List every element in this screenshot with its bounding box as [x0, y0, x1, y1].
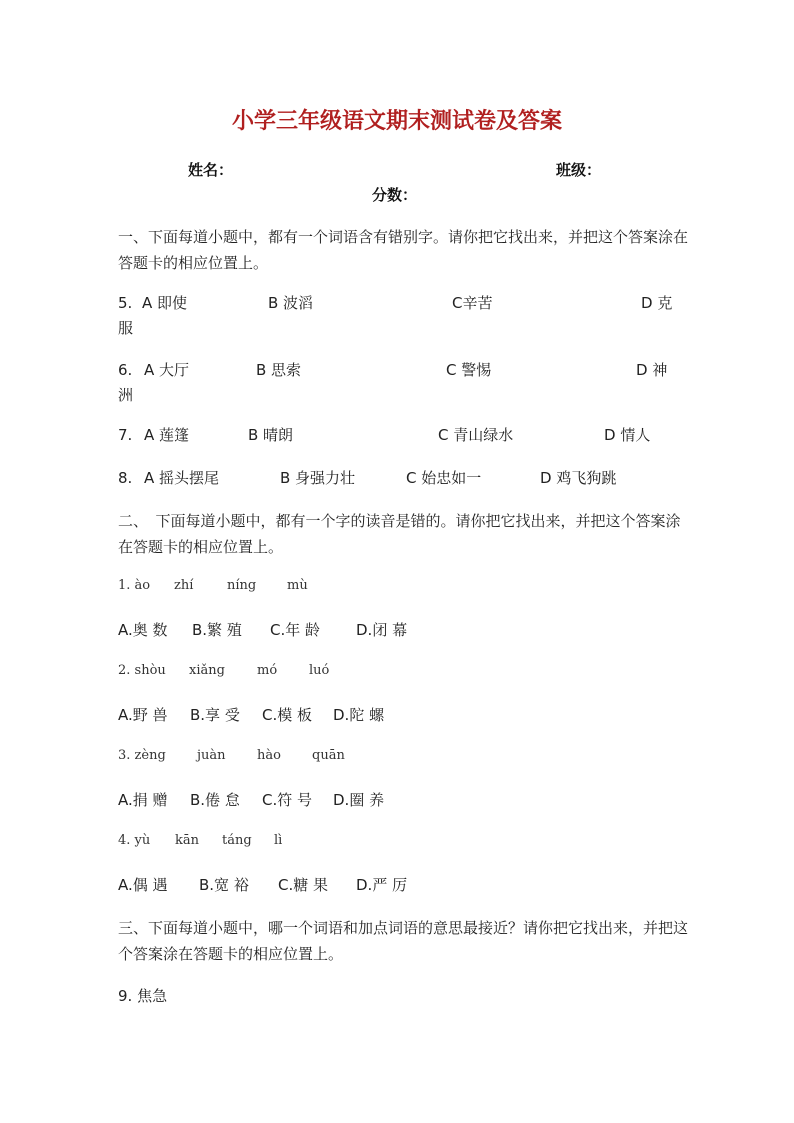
- question-number: 8.: [118, 469, 133, 487]
- choice-b: B.倦 怠: [190, 791, 240, 809]
- option-d: D 情人: [604, 426, 651, 444]
- option-a: A 即使: [142, 294, 188, 312]
- option-c: C 警惕: [446, 361, 492, 379]
- choice-c: C.模 板: [262, 706, 313, 724]
- pinyin-4: quān: [312, 748, 345, 763]
- option-a: A 大厅: [144, 361, 190, 379]
- choice-c: C.符 号: [262, 791, 313, 809]
- pinyin-2: zhí: [174, 578, 194, 593]
- option-b: B 思索: [256, 361, 302, 379]
- section1-instruction: 一、下面每道小题中，都有一个词语含有错别字。请你把它找出来，并把这个答案涂在答题卡的相应位置上。: [118, 228, 689, 272]
- question-number: 5.: [118, 294, 133, 312]
- option-c: C 始忠如一: [406, 469, 482, 487]
- option-d-wrap: 洲: [118, 386, 134, 404]
- score-label: 分数：: [372, 186, 418, 204]
- choice-a: A.野 兽: [118, 706, 168, 724]
- choice-d: D.闭 幕: [356, 621, 408, 639]
- pinyin-2: xiǎng: [189, 663, 225, 678]
- pinyin-3: táng: [222, 833, 252, 848]
- option-c: C辛苦: [452, 294, 493, 312]
- pinyin-4: lì: [274, 833, 283, 848]
- option-b: B 身强力壮: [280, 469, 356, 487]
- pinyin-1: 2. shòu: [118, 663, 166, 678]
- pinyin-1: 1. ào: [118, 578, 151, 593]
- pinyin-3: hào: [257, 748, 281, 763]
- choice-a: A.捐 赠: [118, 791, 168, 809]
- option-a: A 莲篷: [144, 426, 190, 444]
- option-d: D 鸡飞狗跳: [540, 469, 617, 487]
- name-label: 姓名：: [188, 161, 234, 179]
- option-a: A 摇头摆尾: [144, 469, 220, 487]
- pinyin-2: kān: [175, 833, 200, 848]
- option-b: B 波滔: [268, 294, 314, 312]
- pinyin-2: juàn: [197, 748, 226, 763]
- choice-b: B.宽 裕: [199, 876, 249, 894]
- choice-b: B.享 受: [190, 706, 240, 724]
- option-b: B 晴朗: [248, 426, 294, 444]
- question-number: 7.: [118, 426, 133, 444]
- pinyin-3: níng: [227, 578, 257, 593]
- pinyin-3: mó: [257, 663, 278, 678]
- option-d: D 神: [636, 361, 668, 379]
- option-d: D 克: [641, 294, 673, 312]
- section3-instruction: 三、下面每道小题中，哪一个词语和加点词语的意思最接近？请你把它找出来，并把这个答案涂在答题卡的相应位置上。: [118, 919, 689, 963]
- page-title: 小学三年级语文期末测试卷及答案: [231, 108, 562, 134]
- pinyin-1: 4. yù: [118, 833, 151, 848]
- class-label: 班级：: [556, 161, 602, 179]
- section3-question-9: 9. 焦急: [118, 987, 168, 1005]
- choice-b: B.繁 殖: [192, 621, 242, 639]
- option-c: C 青山绿水: [438, 426, 514, 444]
- choice-a: A.奥 数: [118, 621, 168, 639]
- choice-c: C.年 龄: [270, 621, 321, 639]
- choice-d: D.圈 养: [333, 791, 385, 809]
- section2-instruction: 二、 下面每道小题中，都有一个字的读音是错的。请你把它找出来，并把这个答案涂在答题卡的相应位置上。: [118, 512, 681, 556]
- option-d-wrap: 服: [118, 319, 134, 337]
- choice-a: A.偶 遇: [118, 876, 168, 894]
- pinyin-1: 3. zèng: [118, 748, 166, 763]
- choice-d: D.严 厉: [356, 876, 408, 894]
- question-number: 6.: [118, 361, 133, 379]
- choice-c: C.糖 果: [278, 876, 329, 894]
- pinyin-4: luó: [309, 663, 330, 678]
- choice-d: D.陀 螺: [333, 706, 385, 724]
- pinyin-4: mù: [287, 578, 308, 593]
